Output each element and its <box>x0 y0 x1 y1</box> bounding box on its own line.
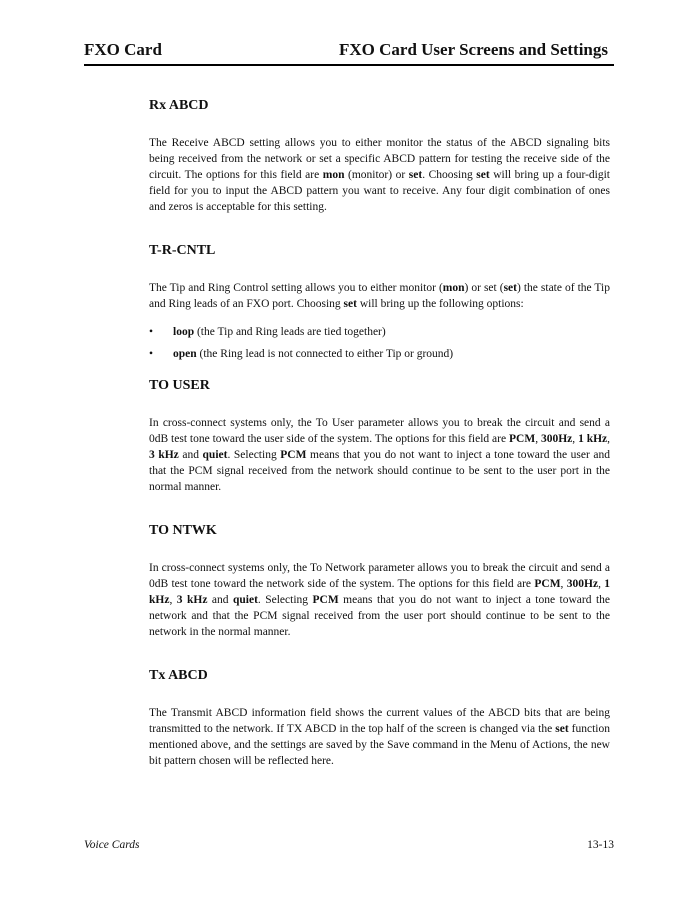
section-paragraph <box>149 280 610 312</box>
header-left-title: FXO Card <box>84 40 162 59</box>
text-run: The Transmit ABCD information field shows the current values of the ABCD bits that are being transmitted to the network. If TX ABCD in the top half of the screen is changed via the <box>149 707 610 735</box>
text-run: ) or set ( <box>464 282 504 294</box>
bold-term: quiet <box>232 594 258 606</box>
text-run: In cross-connect systems only, the To Network parameter allows you to break the circuit and send a 0dB test tone toward the network side of the system. The options for this field are <box>149 562 610 590</box>
section-title: Rx ABCD <box>149 98 209 113</box>
option-desc: (the Tip and Ring leads are tied together) <box>194 326 386 338</box>
list-item: • loop (the Tip and Ring leads are tied together) <box>149 326 386 338</box>
section-paragraph <box>149 135 610 215</box>
bold-term: PCM <box>280 449 307 461</box>
text-run: function mentioned above, and the settings are saved by the Save command in the Menu of Actions, the new bit pattern chosen will be reflected here. <box>149 723 610 767</box>
section-to-user <box>149 378 610 495</box>
bold-term: PCM <box>312 594 339 606</box>
text-run: , <box>169 594 177 606</box>
bold-term: set <box>476 169 490 181</box>
text-run: . Selecting <box>257 594 313 606</box>
page-content <box>149 98 610 769</box>
section-title: Tx ABCD <box>149 668 208 683</box>
text-run: , <box>572 433 579 445</box>
bold-term: 1 kHz <box>578 433 608 445</box>
text-run: , <box>607 433 611 445</box>
bold-term: set <box>408 169 423 181</box>
text-run: . Choosing <box>422 169 477 181</box>
bold-term: mon <box>442 282 465 294</box>
bold-term: 300Hz <box>540 433 573 445</box>
section-paragraph <box>149 415 610 495</box>
page-header <box>84 40 614 66</box>
text-run: In cross-connect systems only, the To User parameter allows you to break the circuit and send a 0dB test tone toward the user side of the system. The options for this field are <box>149 417 610 445</box>
text-run: , <box>535 433 541 445</box>
bold-term: PCM <box>509 433 536 445</box>
page-number: 13-13 <box>587 839 614 851</box>
header-right-title: FXO Card User Screens and Settings <box>338 40 608 59</box>
bold-term: 300Hz <box>566 578 599 590</box>
option-term: loop <box>173 326 195 338</box>
text-run: will bring up a four-digit field for you to input the ABCD pattern you want to receive. Any four digit combination of ones and zeros is acceptable for this setting. <box>149 169 611 213</box>
bold-term: 3 kHz <box>149 449 179 461</box>
text-run: The Tip and Ring Control setting allows you to either monitor ( <box>149 282 443 294</box>
section-tx-abcd <box>149 668 610 769</box>
footer-chapter: Voice Cards <box>84 839 140 851</box>
bold-term: mon <box>322 169 345 181</box>
section-t-r-cntl <box>149 243 610 362</box>
text-run: (monitor) or <box>344 169 409 181</box>
bold-term: PCM <box>534 578 561 590</box>
text-run: The Receive ABCD setting allows you to either monitor the status of the ABCD signaling bits being received from the network or set a specific ABCD pattern for testing the receive side of the circuit. The options for this field are <box>149 137 610 181</box>
section-title: TO USER <box>149 378 210 393</box>
text-run: , <box>560 578 567 590</box>
bold-term: set <box>555 723 569 735</box>
bold-term: 1 kHz <box>149 578 611 606</box>
text-run: and <box>207 594 233 606</box>
section-paragraph <box>149 705 610 769</box>
section-rx-abcd <box>149 98 610 215</box>
bold-term: 3 kHz <box>176 594 208 606</box>
text-run: . Selecting <box>227 449 281 461</box>
bold-term: set <box>503 282 517 294</box>
text-run: means that you do not want to inject a tone toward the user and that the PCM signal received from the network should continue to be sent to the user port in the normal manner. <box>149 449 611 493</box>
section-paragraph <box>149 560 610 640</box>
section-title: TO NTWK <box>149 523 217 538</box>
text-run: ) the state of the Tip and Ring leads of an FXO port. Choosing <box>149 282 610 310</box>
option-desc: (the Ring lead is not connected to either Tip or ground) <box>196 348 454 360</box>
option-term: open <box>173 348 197 360</box>
section-title: T-R-CNTL <box>149 243 216 258</box>
bold-term: quiet <box>202 449 228 461</box>
text-run: , <box>598 578 605 590</box>
list-item: • open (the Ring lead is not connected to either Tip or ground) <box>149 348 454 360</box>
text-run: and <box>178 449 203 461</box>
bold-term: set <box>343 298 357 310</box>
page-footer <box>84 839 614 857</box>
text-run: will bring up the following options: <box>356 298 524 310</box>
text-run: means that you do not want to inject a tone toward the network and that the PCM signal received from the user port should continue to be sent to the network in the normal manner. <box>149 594 610 638</box>
options-list <box>149 324 610 362</box>
section-to-ntwk <box>149 523 610 640</box>
